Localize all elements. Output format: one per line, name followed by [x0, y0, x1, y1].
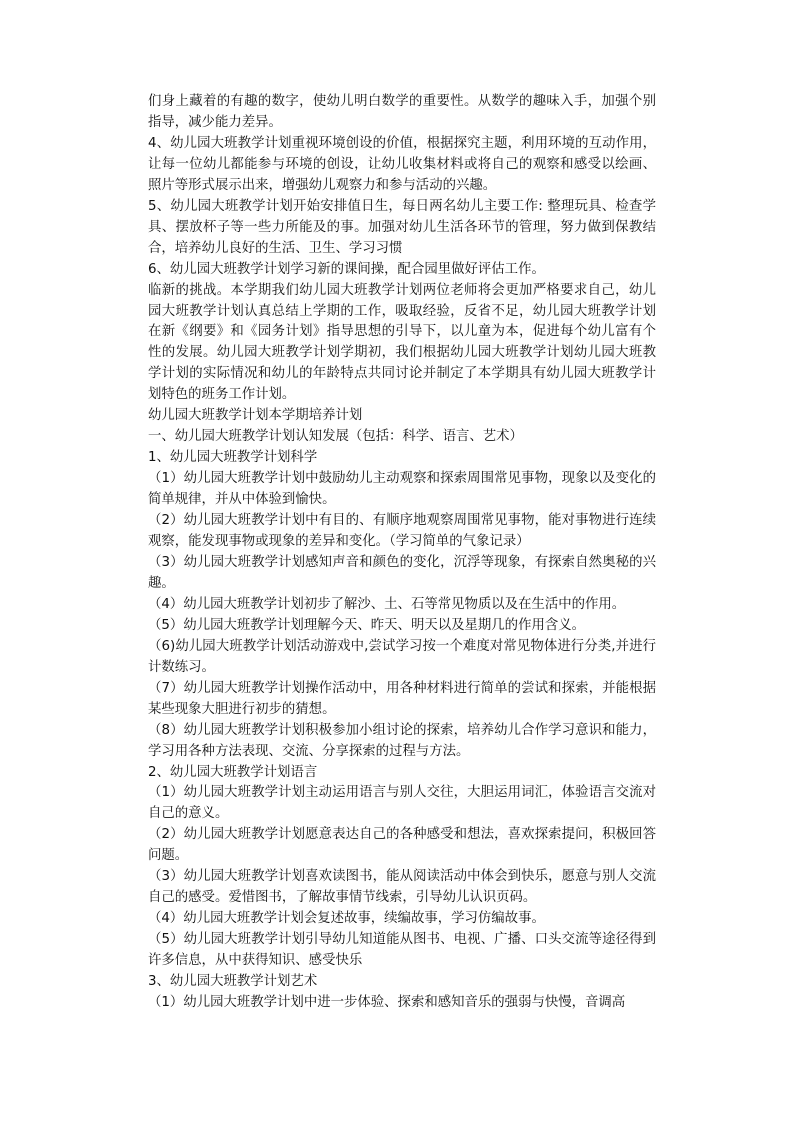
science-item-7: （7）幼儿园大班教学计划操作活动中，用各种材料进行简单的尝试和探索，并能根据某些现象大胆进行初步的猜想。 — [148, 680, 656, 717]
paragraph-item-5: 5、幼儿园大班教学计划开始安排值日生，每日两名幼儿主要工作: 整理玩具、检查学具、摆放杯子等一些力所能及的事。加强对幼儿生活各环节的管理，努力做到保教结合，培养幼儿良好的生活、卫生、学习习惯 — [148, 198, 656, 256]
paragraph-item-4: 4、幼儿园大班教学计划重视环境创设的价值，根据探究主题，利用环境的互动作用，让每一位幼儿都能参与环境的创设，让幼儿收集材料或将自己的观察和感受以绘画、照片等形式展示出来，增强幼儿观察力和参与活动的兴趣。 — [148, 135, 656, 193]
paragraph-item-6: 6、幼儿园大班教学计划学习新的课间操，配合园里做好评估工作。 — [148, 261, 545, 277]
document-page — [148, 92, 656, 1014]
science-item-6: （6)幼儿园大班教学计划活动游戏中,尝试学习按一个难度对常见物体进行分类,并进行计数练习。 — [148, 638, 656, 675]
science-item-4: （4）幼儿园大班教学计划初步了解沙、土、石等常见物质以及在生活中的作用。 — [148, 596, 626, 612]
heading-language: 2、幼儿园大班教学计划语言 — [148, 764, 318, 780]
language-item-5: （5）幼儿园大班教学计划引导幼儿知道能从图书、电视、广播、口头交流等途径得到许多信息，从中获得知识、感受快乐 — [148, 932, 656, 969]
science-item-2: （2）幼儿园大班教学计划中有目的、有顺序地观察周围常见事物，能对事物进行连续观察，能发现事物或现象的差异和变化。（学习简单的气象记录） — [148, 513, 656, 550]
science-item-1: （1）幼儿园大班教学计划中鼓励幼儿主动观察和探索周围常见事物，现象以及变化的简单规律，并从中体验到愉快。 — [148, 471, 656, 508]
language-item-3: （3）幼儿园大班教学计划喜欢读图书，能从阅读活动中体会到快乐，愿意与别人交流自己的感受。爱惜图书，了解故事情节线索，引导幼儿认识页码。 — [148, 869, 656, 906]
language-item-2: （2）幼儿园大班教学计划愿意表达自己的各种感受和想法，喜欢探索提问，积极回答问题。 — [148, 827, 656, 864]
art-item-1: （1）幼儿园大班教学计划中进一步体验、探索和感知音乐的强弱与快慢，音调高 — [148, 994, 626, 1010]
heading-art: 3、幼儿园大班教学计划艺术 — [148, 974, 318, 990]
language-item-4: （4）幼儿园大班教学计划会复述故事，续编故事，学习仿编故事。 — [148, 911, 545, 927]
science-item-8: （8）幼儿园大班教学计划积极参加小组讨论的探索，培养幼儿合作学习意识和能力，学习用各种方法表现、交流、分享探索的过程与方法。 — [148, 722, 656, 759]
science-item-3: （3）幼儿园大班教学计划感知声音和颜色的变化，沉浮等现象，有探索自然奥秘的兴趣。 — [148, 554, 656, 591]
heading-science: 1、幼儿园大班教学计划科学 — [148, 450, 318, 466]
language-item-1: （1）幼儿园大班教学计划主动运用语言与别人交往，大胆运用词汇，体验语言交流对自己的意义。 — [148, 785, 656, 822]
paragraph-challenge: 临新的挑战。本学期我们幼儿园大班教学计划两位老师将会更加严格要求自己，幼儿园大班教学计划认真总结上学期的工作，吸取经验，反省不足，幼儿园大班教学计划在新《纲要》和《园务计划》指导思想的引导下，以儿童为本，促进每个幼儿富有个性的发展。幼儿园大班教学计划学期初，我们根据幼儿园大班教学计划幼儿园大班教学计划的实际情况和幼儿的年龄特点共同讨论并制定了本学期具有幼儿园大班教学计划特色的班务工作计划。 — [148, 282, 656, 403]
paragraph-intro-tail: 们身上藏着的有趣的数字，使幼儿明白数学的重要性。从数学的趣味入手，加强个别指导，减少能力差异。 — [148, 94, 656, 130]
science-item-5: （5）幼儿园大班教学计划理解今天、昨天、明天以及星期几的作用含义。 — [148, 617, 586, 633]
section-title-training-plan: 幼儿园大班教学计划本学期培养计划 — [148, 408, 363, 424]
heading-cognitive-development: 一、幼儿园大班教学计划认知发展（包括：科学、语言、艺术） — [148, 429, 523, 445]
